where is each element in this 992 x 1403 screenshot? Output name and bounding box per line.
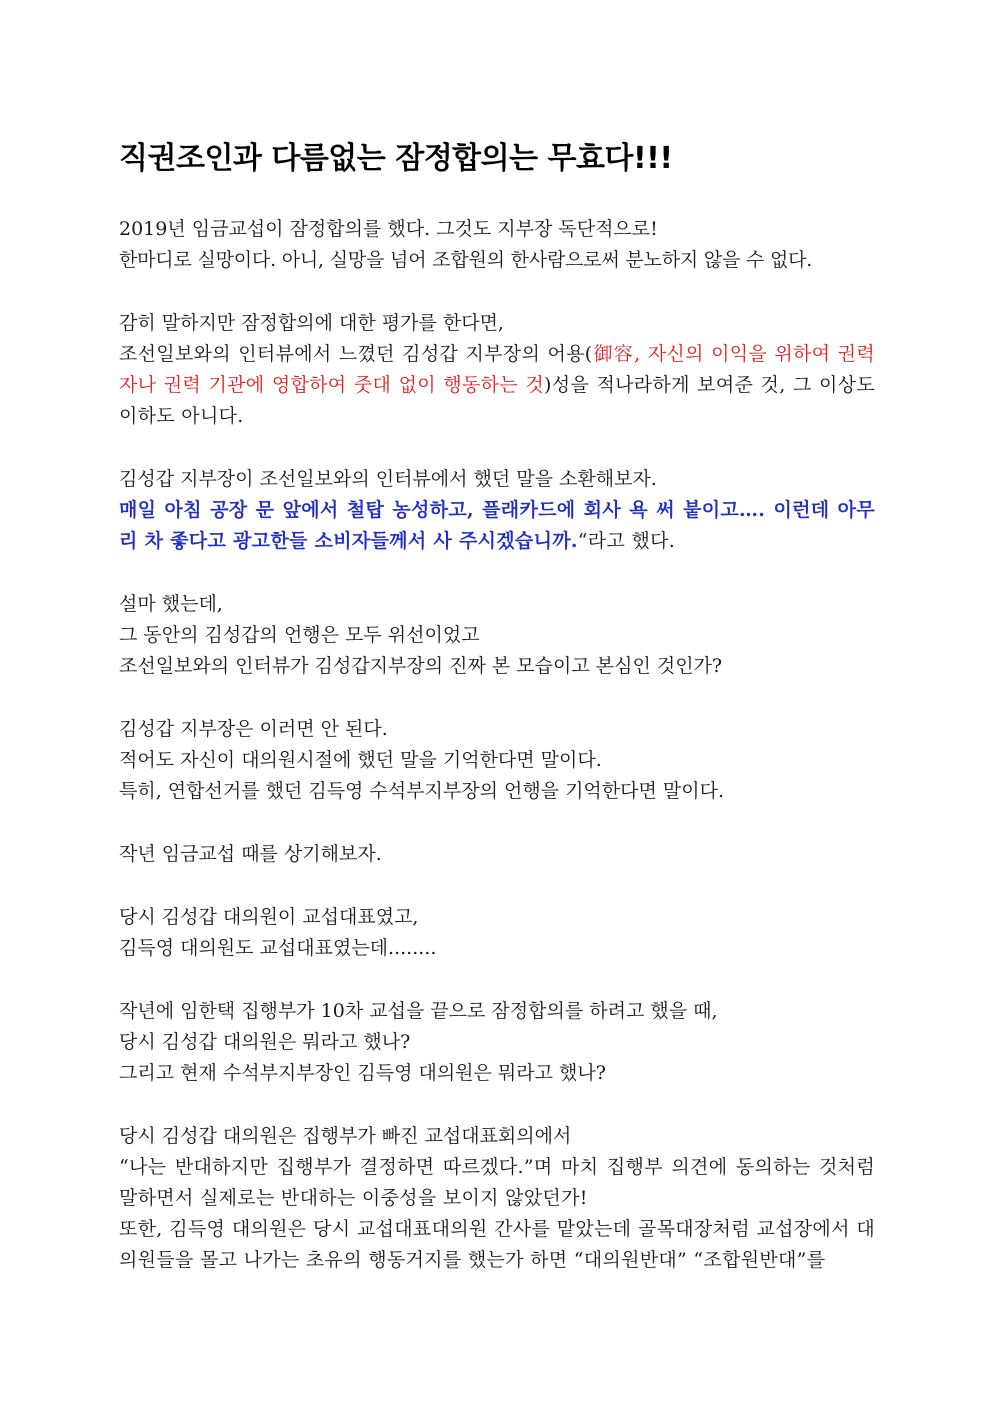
- p8-line-2: 당시 김성갑 대의원은 뭐라고 했나?: [119, 1031, 411, 1053]
- paragraph-4: [119, 589, 875, 682]
- p2-line-1: 감히 말하지만 잠정합의에 대한 평가를 한다면,: [119, 312, 504, 334]
- p4-line-2: 그 동안의 김성갑의 언행은 모두 위선이었고: [119, 624, 480, 646]
- paragraph-9: [119, 1121, 875, 1276]
- p2-pre-text: 조선일보와의 인터뷰에서 느꼈던 김성갑 지부장의 어용(: [119, 343, 593, 365]
- p3-blue-quote: 매일 아침 공장 문 앞에서 철탑 농성하고, 플래카드에 회사 욕 써 붙이고…. 이런데 아무리 차 좋다고 광고한들 소비자들께서 사 주시겠습니까.: [119, 499, 875, 552]
- paragraph-3: [119, 464, 875, 557]
- p5-line-1: 김성갑 지부장은 이러면 안 된다.: [119, 718, 388, 740]
- p7-line-1: 당시 김성갑 대의원이 교섭대표였고,: [119, 906, 419, 928]
- paragraph-5: [119, 714, 875, 807]
- p9-line-2: “나는 반대하지만 집행부가 결정하면 따르겠다.”며 마치 집행부 의견에 동의하는 것처럼 말하면서 실제로는 반대하는 이중성을 보이지 않았던가!: [119, 1156, 875, 1209]
- p9-line-1: 당시 김성갑 대의원은 집행부가 빠진 교섭대표회의에서: [119, 1125, 572, 1147]
- document-body: [119, 140, 875, 1308]
- paragraph-2: [119, 308, 875, 432]
- document-title: 직권조인과 다름없는 잠정합의는 무효다!!!: [119, 141, 673, 176]
- p2-body: [119, 339, 875, 432]
- p1-line-2: 한마디로 실망이다. 아니, 실망을 넘어 조합원의 한사람으로써 분노하지 않을 수 없다.: [119, 249, 813, 271]
- p8-line-1: 작년에 임한택 집행부가 10차 교섭을 끝으로 잠정합의를 하려고 했을 때,: [119, 1000, 718, 1022]
- p5-line-3: 특히, 연합선거를 했던 김득영 수석부지부장의 언행을 기억한다면 말이다.: [119, 780, 724, 802]
- p3-post-text: “라고 했다.: [577, 530, 676, 552]
- p5-line-2: 적어도 자신이 대의원시절에 했던 말을 기억한다면 말이다.: [119, 749, 602, 771]
- p7-line-2: 김득영 대의원도 교섭대표였는데........: [119, 937, 437, 959]
- p8-line-3: 그리고 현재 수석부지부장인 김득영 대의원은 뭐라고 했나?: [119, 1062, 606, 1084]
- p2-post-text: )성을 적나라하게 보여준 것, 그 이상도 이하도 아니다.: [119, 374, 875, 427]
- paragraph-8: [119, 996, 875, 1089]
- p6-line-1: 작년 임금교섭 때를 상기해보자.: [119, 843, 382, 865]
- p2-red-definition: 御容, 자신의 이익을 위하여 권력자나 권력 기관에 영합하여 줏대 없이 행동하는 것: [119, 343, 875, 396]
- p9-line-3: 또한, 김득영 대의원은 당시 교섭대표대의원 간사를 맡았는데 골목대장처럼 교섭장에서 대의원들을 몰고 나가는 초유의 행동거지를 했는가 하면 “대의원반대” “조합원반대”를: [119, 1218, 875, 1271]
- p3-line-1: 김성갑 지부장이 조선일보와의 인터뷰에서 했던 말을 소환해보자.: [119, 468, 657, 490]
- p4-line-3: 조선일보와의 인터뷰가 김성갑지부장의 진짜 본 모습이고 본심인 것인가?: [119, 655, 723, 677]
- paragraph-1: [119, 214, 875, 276]
- p3-body: [119, 495, 875, 557]
- p1-line-1: 2019년 임금교섭이 잠정합의를 했다. 그것도 지부장 독단적으로!: [119, 218, 658, 240]
- paragraph-7: [119, 902, 875, 964]
- p4-line-1: 설마 했는데,: [119, 593, 223, 615]
- paragraph-6: [119, 839, 875, 870]
